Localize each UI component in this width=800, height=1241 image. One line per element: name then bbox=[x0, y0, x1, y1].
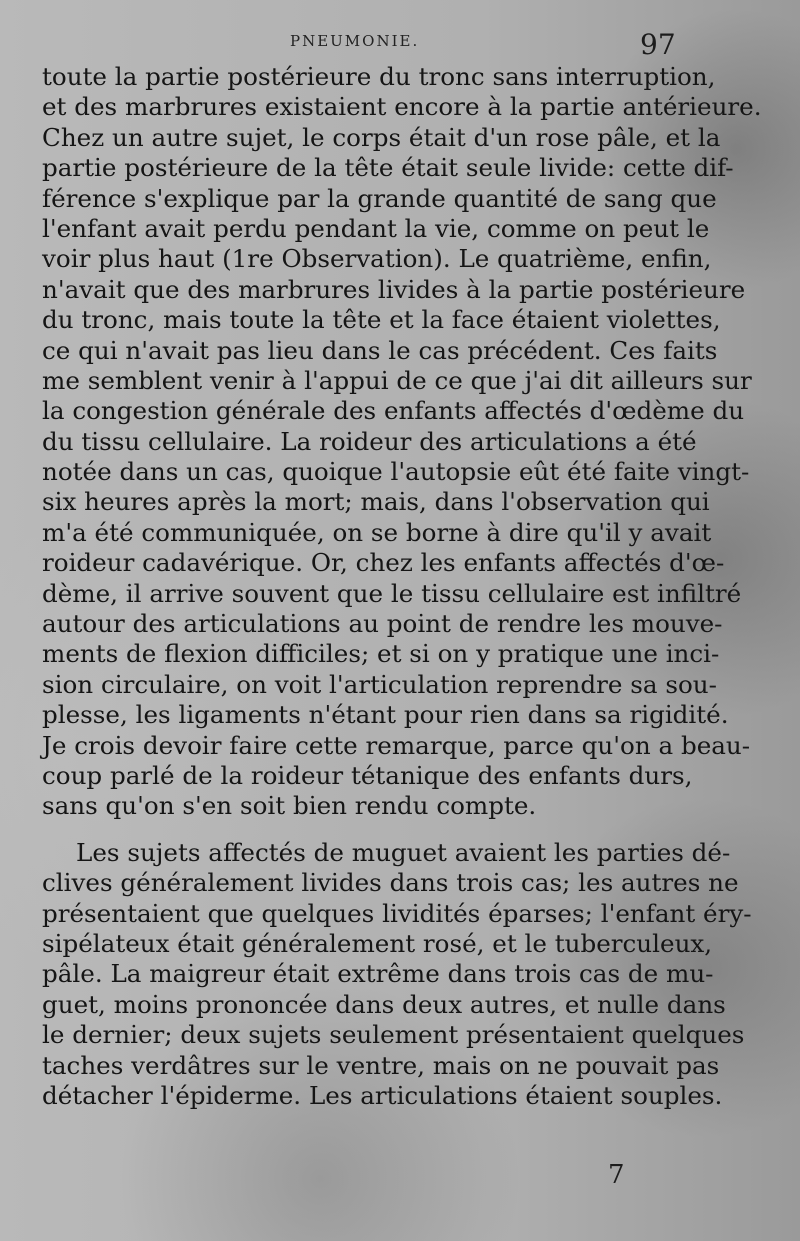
text-line: n'avait que des marbrures livides à la partie postérieure bbox=[42, 274, 746, 304]
text-line: ments de flexion difficiles; et si on y pratique une inci- bbox=[42, 639, 720, 669]
text-line: du tissu cellulaire. La roideur des articulations a été bbox=[42, 426, 697, 456]
text-line: plesse, les ligaments n'étant pour rien dans sa rigidité. bbox=[42, 700, 729, 730]
text-line: Les sujets affectés de muguet avaient les parties dé- bbox=[76, 837, 731, 867]
text-line: Je crois devoir faire cette remarque, parce qu'on a beau- bbox=[42, 730, 751, 760]
paragraph bbox=[42, 837, 752, 1112]
text-line: pâle. La maigreur était extrême dans trois cas de mu- bbox=[42, 959, 714, 989]
body-text bbox=[42, 62, 762, 1111]
text-line: sipélateux était généralement rosé, et le tuberculeux, bbox=[42, 928, 713, 958]
text-line: le dernier; deux sujets seulement présentaient quelques bbox=[42, 1020, 745, 1050]
text-line: toute la partie postérieure du tronc sans interruption, bbox=[42, 62, 716, 91]
running-head: PNEUMONIE. bbox=[290, 32, 420, 50]
text-line: roideur cadavérique. Or, chez les enfants affectés d'œ- bbox=[42, 548, 725, 578]
paragraph-gap bbox=[42, 822, 682, 838]
text-line: guet, moins prononcée dans deux autres, et nulle dans bbox=[42, 989, 726, 1019]
text-line: autour des articulations au point de rendre les mouve- bbox=[42, 609, 723, 639]
text-line: et des marbrures existaient encore à la partie antérieure. bbox=[42, 92, 762, 122]
text-line: coup parlé de la roideur tétanique des enfants durs, bbox=[42, 760, 693, 790]
text-line: six heures après la mort; mais, dans l'observation qui bbox=[42, 487, 710, 517]
page-number: 97 bbox=[640, 28, 676, 61]
text-line: voir plus haut (1re Observation). Le quatrième, enfin, bbox=[42, 244, 712, 274]
signature-mark: 7 bbox=[608, 1160, 625, 1190]
text-line: m'a été communiquée, on se borne à dire qu'il y avait bbox=[42, 517, 712, 547]
text-line: du tronc, mais toute la tête et la face étaient violettes, bbox=[42, 305, 721, 335]
text-line: me semblent venir à l'appui de ce que j'ai dit ailleurs sur bbox=[42, 365, 752, 395]
text-line: l'enfant avait perdu pendant la vie, comme on peut le bbox=[42, 213, 710, 243]
text-line: férence s'explique par la grande quantité de sang que bbox=[42, 183, 717, 213]
text-line: détacher l'épiderme. Les articulations étaient souples. bbox=[42, 1080, 723, 1110]
text-line: notée dans un cas, quoique l'autopsie eût été faite vingt- bbox=[42, 457, 750, 487]
text-line: dème, il arrive souvent que le tissu cellulaire est infiltré bbox=[42, 578, 742, 608]
text-line: sion circulaire, on voit l'articulation reprendre sa sou- bbox=[42, 669, 717, 699]
text-line: clives généralement livides dans trois cas; les autres ne bbox=[42, 868, 739, 898]
text-line: la congestion générale des enfants affectés d'œdème du bbox=[42, 396, 745, 426]
paragraph bbox=[42, 62, 762, 822]
text-line: Chez un autre sujet, le corps était d'un rose pâle, et la bbox=[42, 122, 721, 152]
text-line: partie postérieure de la tête était seule livide: cette dif- bbox=[42, 153, 734, 183]
text-line: ce qui n'avait pas lieu dans le cas précédent. Ces faits bbox=[42, 335, 718, 365]
text-line: présentaient que quelques lividités éparses; l'enfant éry- bbox=[42, 898, 752, 928]
text-line: taches verdâtres sur le ventre, mais on ne pouvait pas bbox=[42, 1050, 720, 1080]
text-line: sans qu'on s'en soit bien rendu compte. bbox=[42, 791, 537, 821]
